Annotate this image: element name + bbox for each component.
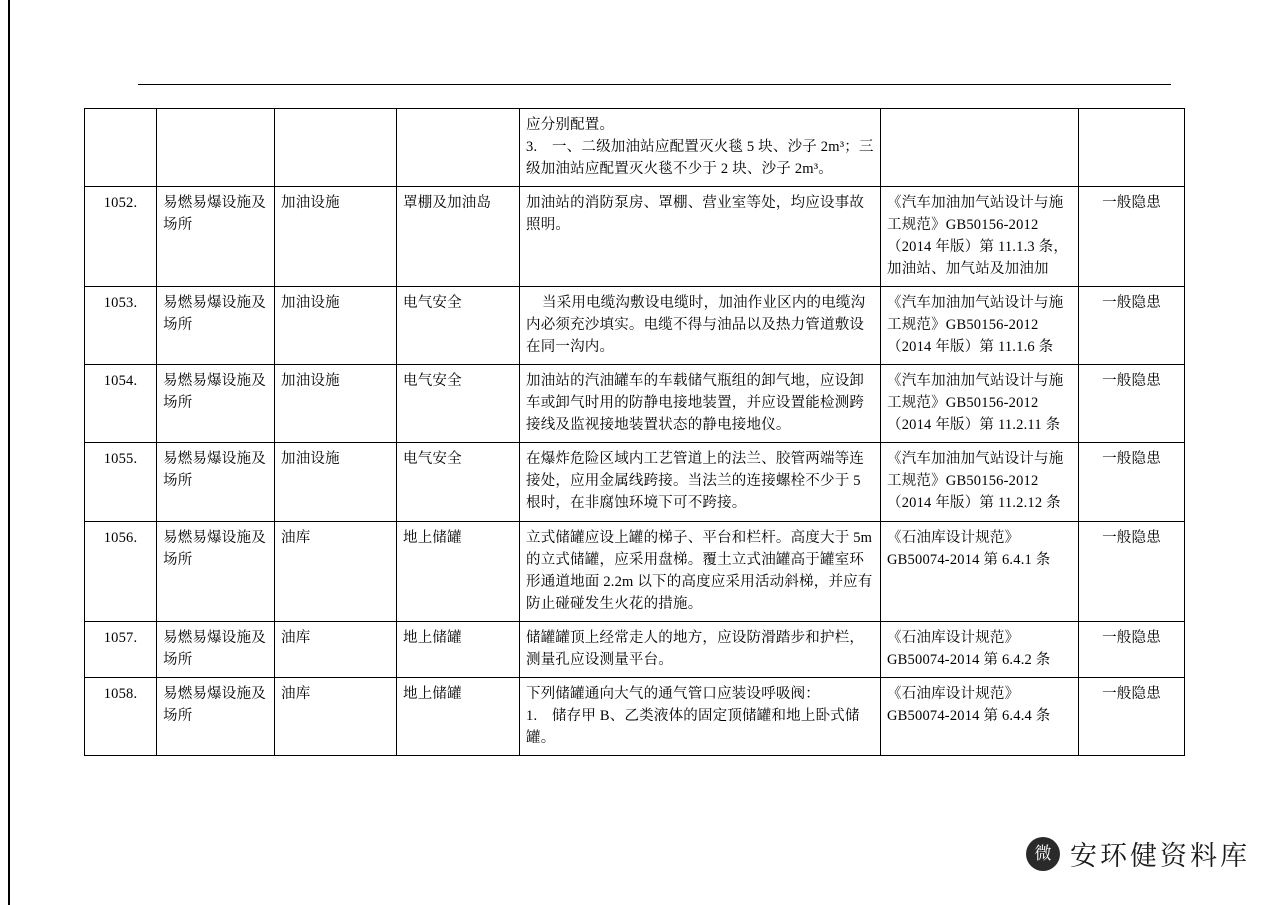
cell-facility: 加油设施 <box>275 187 397 287</box>
cell-part <box>397 109 520 187</box>
table-row <box>85 677 1185 755</box>
cell-hazard-level: 一般隐患 <box>1079 521 1185 621</box>
cell-hazard-level <box>1079 109 1185 187</box>
table-row <box>85 109 1185 187</box>
cell-reference <box>881 443 1079 521</box>
cell-description <box>520 677 881 755</box>
description-line: 3. 一、二级加油站应配置灭火毯 5 块、沙子 2m³；三级加油站应配置灭火毯不少于 2 块、沙子 2m³。 <box>526 139 874 178</box>
cell-category: 易燃易爆设施及场所 <box>157 621 275 677</box>
cell-facility: 油库 <box>275 521 397 621</box>
table-row <box>85 621 1185 677</box>
cell-reference <box>881 677 1079 755</box>
hazard-table <box>84 108 1185 756</box>
cell-serial-number: 1058. <box>85 677 157 755</box>
watermark-label: 安环健资料库 <box>1070 841 1250 871</box>
cell-facility <box>275 109 397 187</box>
cell-description <box>520 365 881 443</box>
watermark <box>1026 834 1250 873</box>
reference-line: 《石油库设计规范》GB50074-2014 第 6.4.1 条 <box>887 529 1051 568</box>
cell-hazard-level: 一般隐患 <box>1079 187 1185 287</box>
description-line: 立式储罐应设上罐的梯子、平台和栏杆。高度大于 5m 的立式储罐，应采用盘梯。覆土立式油罐高于罐室环形通道地面 2.2m 以下的高度应采用活动斜梯，并应有防止碰碰发生火花的措施。 <box>526 529 873 612</box>
cell-description <box>520 109 881 187</box>
cell-category: 易燃易爆设施及场所 <box>157 287 275 365</box>
description-line: 应分别配置。 <box>526 117 615 133</box>
cell-category <box>157 109 275 187</box>
page-header-rule <box>138 84 1171 85</box>
description-line: 在爆炸危险区域内工艺管道上的法兰、胶管两端等连接处，应用金属线跨接。当法兰的连接螺栓不少于 5 根时，在非腐蚀环境下可不跨接。 <box>526 451 865 512</box>
cell-part: 电气安全 <box>397 287 520 365</box>
cell-facility: 加油设施 <box>275 287 397 365</box>
cell-reference <box>881 109 1079 187</box>
cell-serial-number: 1052. <box>85 187 157 287</box>
cell-description <box>520 443 881 521</box>
reference-line: 《石油库设计规范》GB50074-2014 第 6.4.2 条 <box>887 629 1051 668</box>
description-line: 加油站的消防泵房、罩棚、营业室等处，均应设事故照明。 <box>526 195 865 234</box>
cell-category: 易燃易爆设施及场所 <box>157 443 275 521</box>
cell-part: 电气安全 <box>397 365 520 443</box>
cell-hazard-level: 一般隐患 <box>1079 443 1185 521</box>
cell-description <box>520 621 881 677</box>
reference-line: 《汽车加油加气站设计与施工规范》GB50156-2012（2014 年版）第 11.1.3 条，加油站、加气站及加油加 <box>887 195 1069 278</box>
cell-description <box>520 187 881 287</box>
cell-serial-number: 1053. <box>85 287 157 365</box>
cell-description <box>520 287 881 365</box>
table-row <box>85 187 1185 287</box>
cell-part: 地上储罐 <box>397 621 520 677</box>
cell-facility: 油库 <box>275 677 397 755</box>
cell-serial-number: 1056. <box>85 521 157 621</box>
description-line: 1. 储存甲 B、乙类液体的固定顶储罐和地上卧式储罐。 <box>526 707 860 746</box>
table-row <box>85 365 1185 443</box>
cell-serial-number: 1055. <box>85 443 157 521</box>
reference-line: 《汽车加油加气站设计与施工规范》GB50156-2012（2014 年版）第 11.2.11 条 <box>887 373 1064 434</box>
cell-serial-number <box>85 109 157 187</box>
cell-reference <box>881 521 1079 621</box>
cell-hazard-level: 一般隐患 <box>1079 621 1185 677</box>
cell-part: 电气安全 <box>397 443 520 521</box>
reference-line: 《汽车加油加气站设计与施工规范》GB50156-2012（2014 年版）第 11.1.6 条 <box>887 295 1064 356</box>
cell-reference <box>881 287 1079 365</box>
cell-reference <box>881 187 1079 287</box>
description-line: 下列储罐通向大气的通气管口应装设呼吸阀： <box>526 685 820 702</box>
cell-facility: 油库 <box>275 621 397 677</box>
cell-part: 地上储罐 <box>397 677 520 755</box>
cell-serial-number: 1054. <box>85 365 157 443</box>
wechat-badge-icon: 微 <box>1026 837 1060 871</box>
table-row <box>85 443 1185 521</box>
hazard-table-body <box>85 109 1185 756</box>
cell-part: 地上储罐 <box>397 521 520 621</box>
cell-description <box>520 521 881 621</box>
cell-part: 罩棚及加油岛 <box>397 187 520 287</box>
table-row <box>85 287 1185 365</box>
description-line: 储罐罐顶上经常走人的地方，应设防滑踏步和护栏，测量孔应设测量平台。 <box>526 629 865 668</box>
reference-line: 《石油库设计规范》GB50074-2014 第 6.4.4 条 <box>887 685 1051 724</box>
cell-category: 易燃易爆设施及场所 <box>157 521 275 621</box>
hazard-table-container <box>84 108 1184 756</box>
cell-reference <box>881 621 1079 677</box>
cell-hazard-level: 一般隐患 <box>1079 287 1185 365</box>
cell-serial-number: 1057. <box>85 621 157 677</box>
description-line: 当采用电缆沟敷设电缆时，加油作业区内的电缆沟内必须充沙填实。电缆不得与油品以及热力管道敷设在同一沟内。 <box>526 295 866 356</box>
cell-facility: 加油设施 <box>275 443 397 521</box>
page-left-border <box>8 0 10 905</box>
reference-line: 《汽车加油加气站设计与施工规范》GB50156-2012（2014 年版）第 11.2.12 条 <box>887 451 1064 512</box>
description-line: 加油站的汽油罐车的车载储气瓶组的卸气地，应设卸车或卸气时用的防静电接地装置，并应设置能检测跨接线及监视接地装置状态的静电接地仪。 <box>526 373 865 434</box>
cell-category: 易燃易爆设施及场所 <box>157 187 275 287</box>
table-row <box>85 521 1185 621</box>
cell-category: 易燃易爆设施及场所 <box>157 677 275 755</box>
cell-hazard-level: 一般隐患 <box>1079 365 1185 443</box>
cell-reference <box>881 365 1079 443</box>
cell-hazard-level: 一般隐患 <box>1079 677 1185 755</box>
cell-category: 易燃易爆设施及场所 <box>157 365 275 443</box>
cell-facility: 加油设施 <box>275 365 397 443</box>
